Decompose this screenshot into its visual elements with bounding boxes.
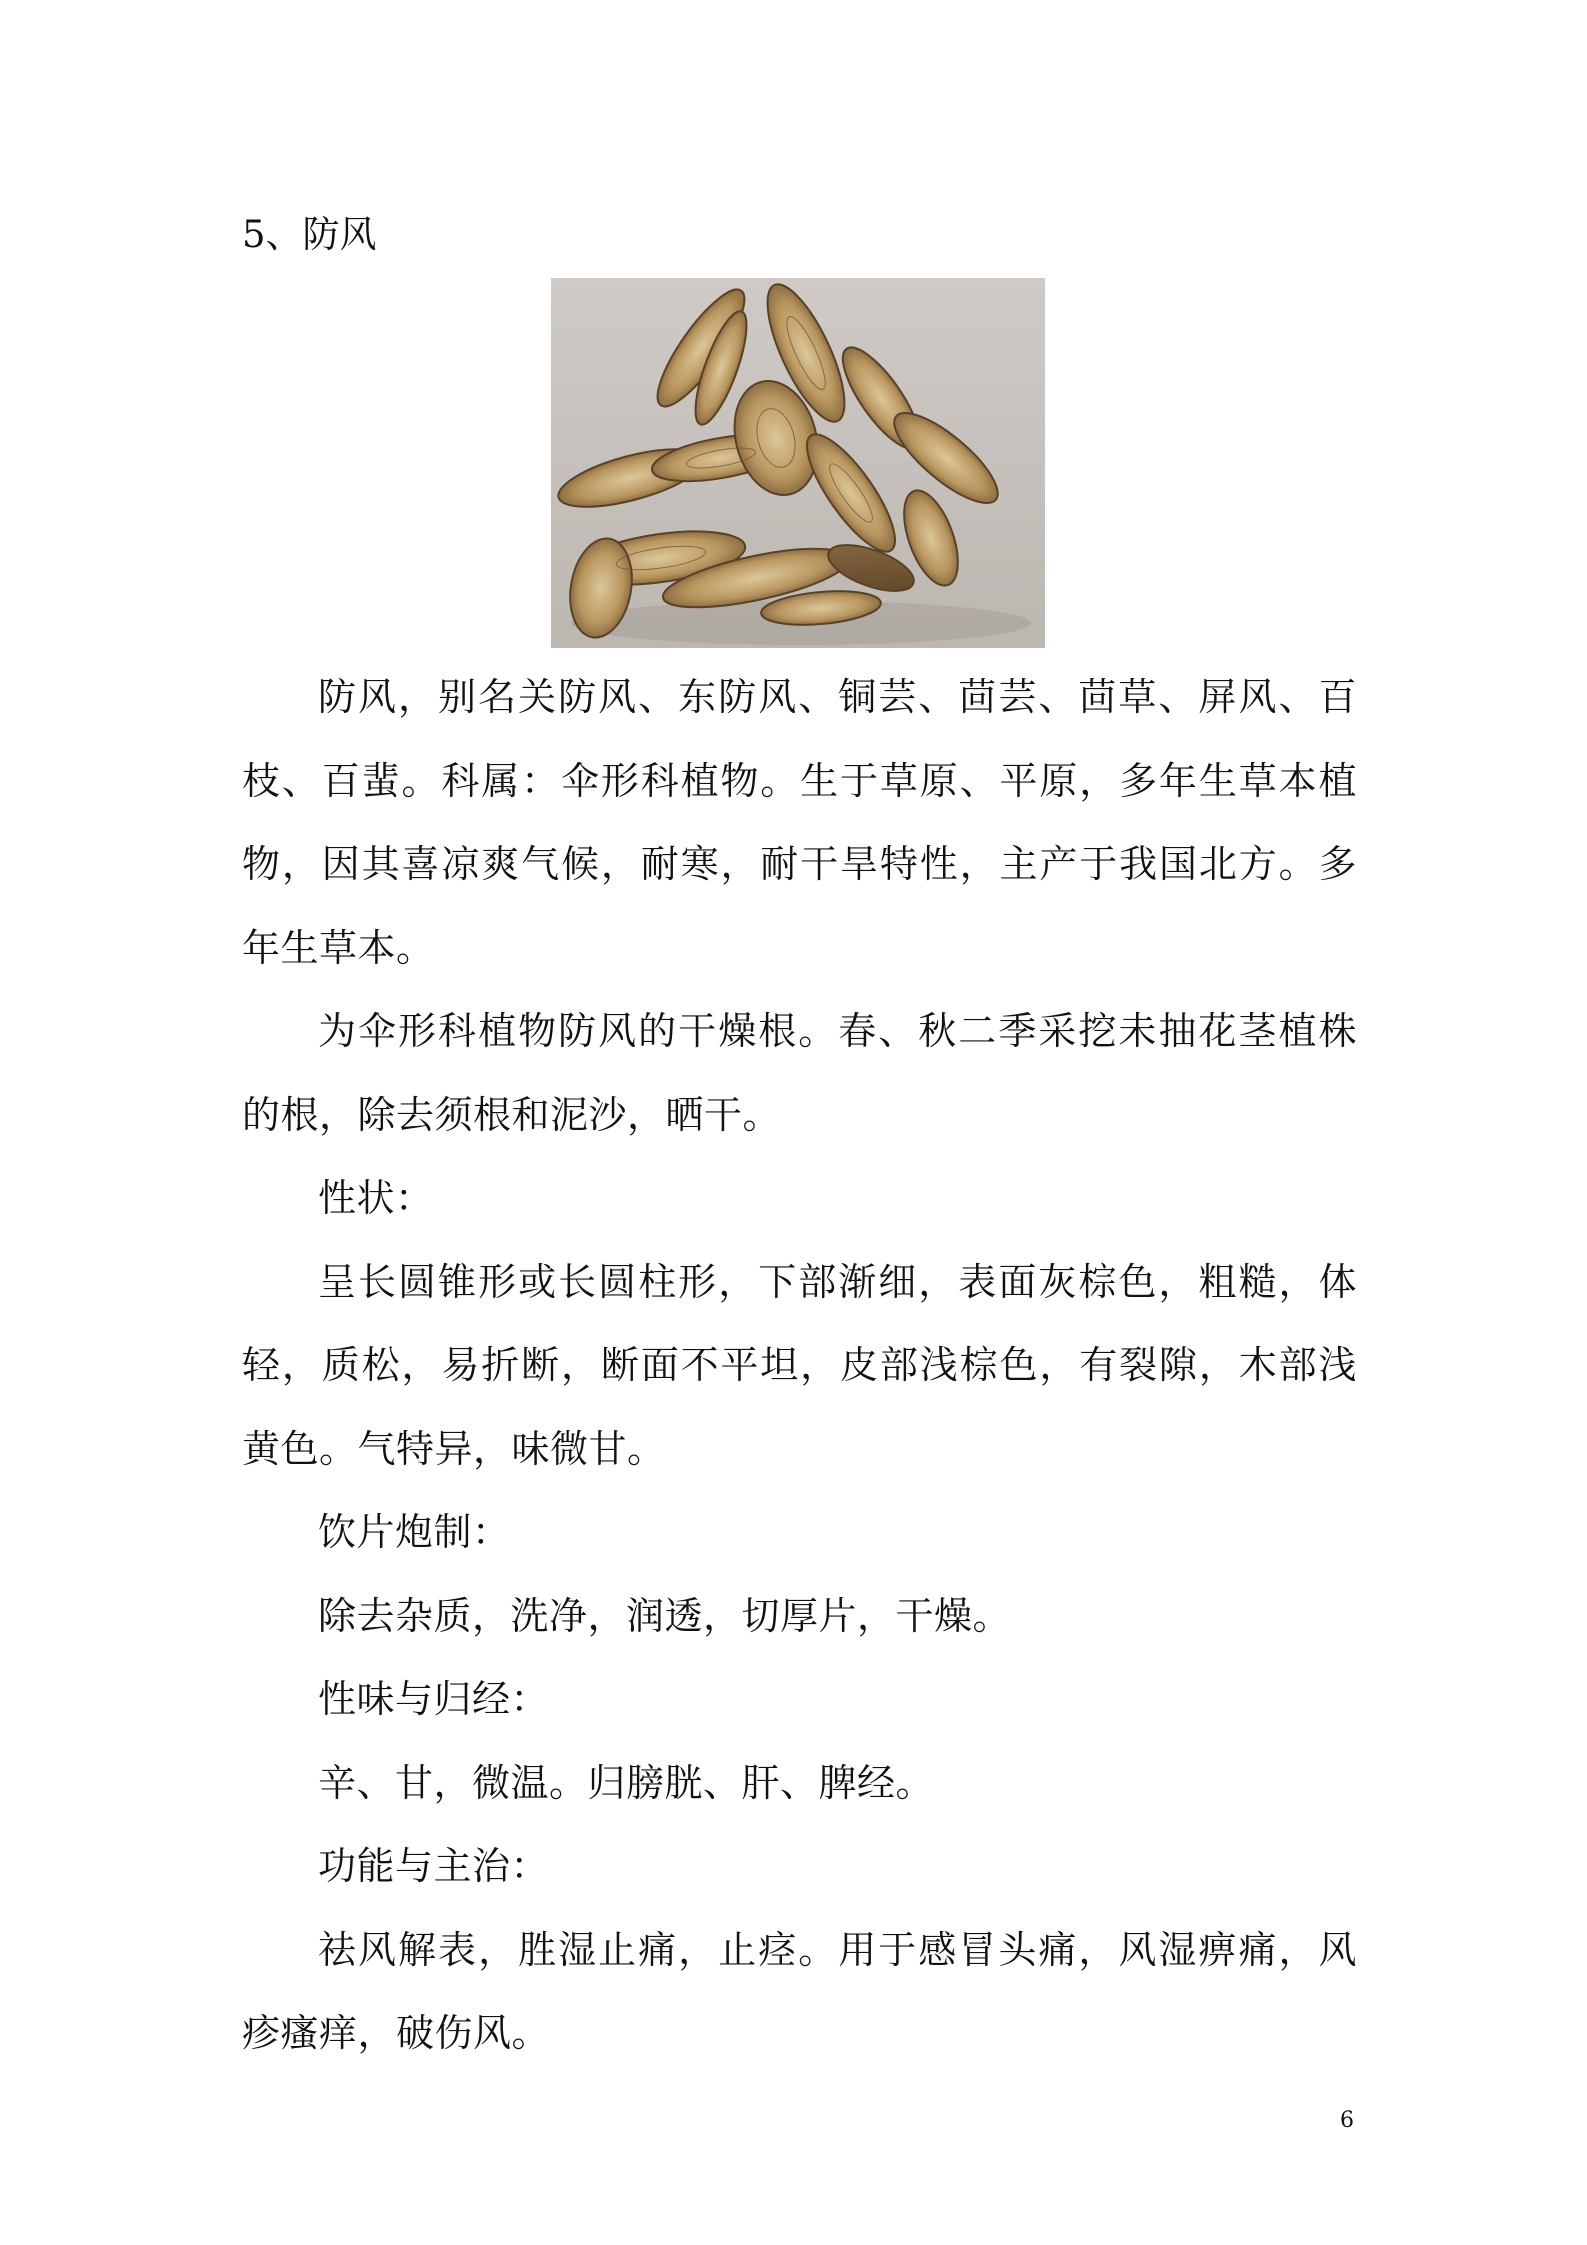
dried-root-slices-photo (551, 278, 1045, 648)
label-characteristics: 性状： (318, 1176, 434, 1220)
paragraph-characteristics: 呈长圆锥形或长圆柱形，下部渐细，表面灰棕色，粗糙，体轻，质松，易折断，断面不平坦，皮部浅棕色，有裂隙，木部浅黄色。气特异，味微甘。 (242, 1259, 1357, 1471)
label-nature-meridian: 性味与归经： (318, 1677, 550, 1721)
paragraph-source: 为伞形科植物防风的干燥根。春、秋二季采挖未抽花茎植株的根，除去须根和泥沙，晒干。 (242, 1009, 1357, 1137)
root-slices-illustration (551, 278, 1045, 648)
paragraph-processing: 除去杂质，洗净，润透，切厚片，干燥。 (318, 1593, 1012, 1638)
paragraph-nature-meridian: 辛、甘，微温。归膀胱、肝、脾经。 (318, 1760, 935, 1805)
section-heading: 5、防风 (242, 213, 377, 256)
body-text (242, 656, 1357, 2076)
paragraph-description: 防风，别名关防风、东防风、铜芸、茴芸、茴草、屏风、百枝、百蜚。科属：伞形科植物。生于草原、平原，多年生草本植物，因其喜凉爽气候，耐寒，耐干旱特性，主产于我国北方。多年生草本。 (242, 675, 1357, 970)
label-processing: 饮片炮制： (318, 1510, 511, 1554)
paragraph-functions: 祛风解表，胜湿止痛，止痉。用于感冒头痛，风湿痹痛，风疹瘙痒，破伤风。 (242, 1927, 1357, 2055)
page-number: 6 (1340, 2108, 1354, 2133)
label-functions: 功能与主治： (318, 1844, 550, 1888)
